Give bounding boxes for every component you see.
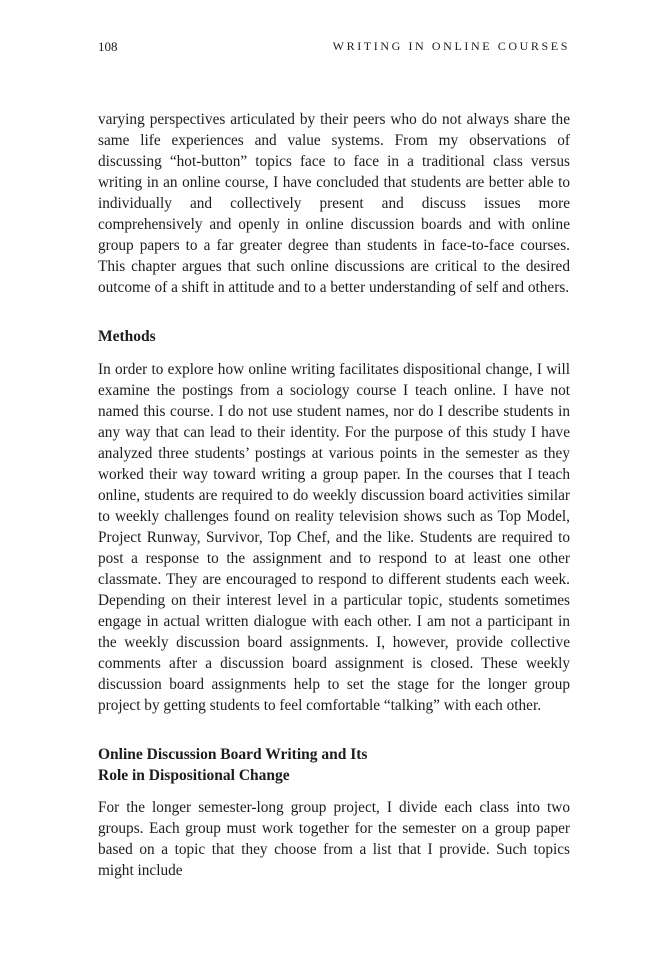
section-heading-online-discussion [98,744,570,786]
running-head: WRITING IN ONLINE COURSES [332,39,570,53]
page-body [98,109,570,881]
page-header [98,39,570,57]
section-heading-line: Online Discussion Board Writing and Its [98,746,368,763]
section-heading-methods: Methods [98,328,156,345]
page-number: 108 [98,39,118,54]
paragraph: For the longer semester-long group project, I divide each class into two groups. Each group must work together for the semester on a group paper based on a topic that they choose from a list that I provide. Such topics might include [98,799,570,879]
section-heading-line: Role in Dispositional Change [98,767,290,784]
paragraph: varying perspectives articulated by their peers who do not always share the same life experiences and value systems. From my observations of discussing “hot-button” topics face to face in a traditional class versus writing in an online course, I have concluded that students are better able to individually and collectively present and discuss issues more comprehensively and openly in online discussion boards and with online group papers to a far greater degree than students in face-to-face courses. This chapter argues that such online discussions are critical to the desired outcome of a shift in attitude and to a better understanding of self and others. [98,111,570,296]
paragraph: In order to explore how online writing facilitates dispositional change, I will examine the postings from a sociology course I teach online. I have not named this course. I do not use student names, nor do I describe students in any way that can lead to their identity. For the purpose of this study I have analyzed three students’ postings at various points in the semester as they worked their way toward writing a group paper. In the courses that I teach online, students are required to do weekly discussion board activities similar to weekly challenges found on reality television shows such as Top Model, Project Runway, Survivor, Top Chef, and the like. Students are required to post a response to the assignment and to respond to at least one other classmate. They are encouraged to respond to different students each week. Depending on their interest level in a particular topic, students sometimes engage in actual written dialogue with each other. I am not a participant in the weekly discussion board assignments. I, however, provide collective comments after a discussion board assignment is closed. These weekly discussion board assignments help to set the stage for the longer group project by getting students to feel comfortable “talking” with each other. [98,361,570,714]
